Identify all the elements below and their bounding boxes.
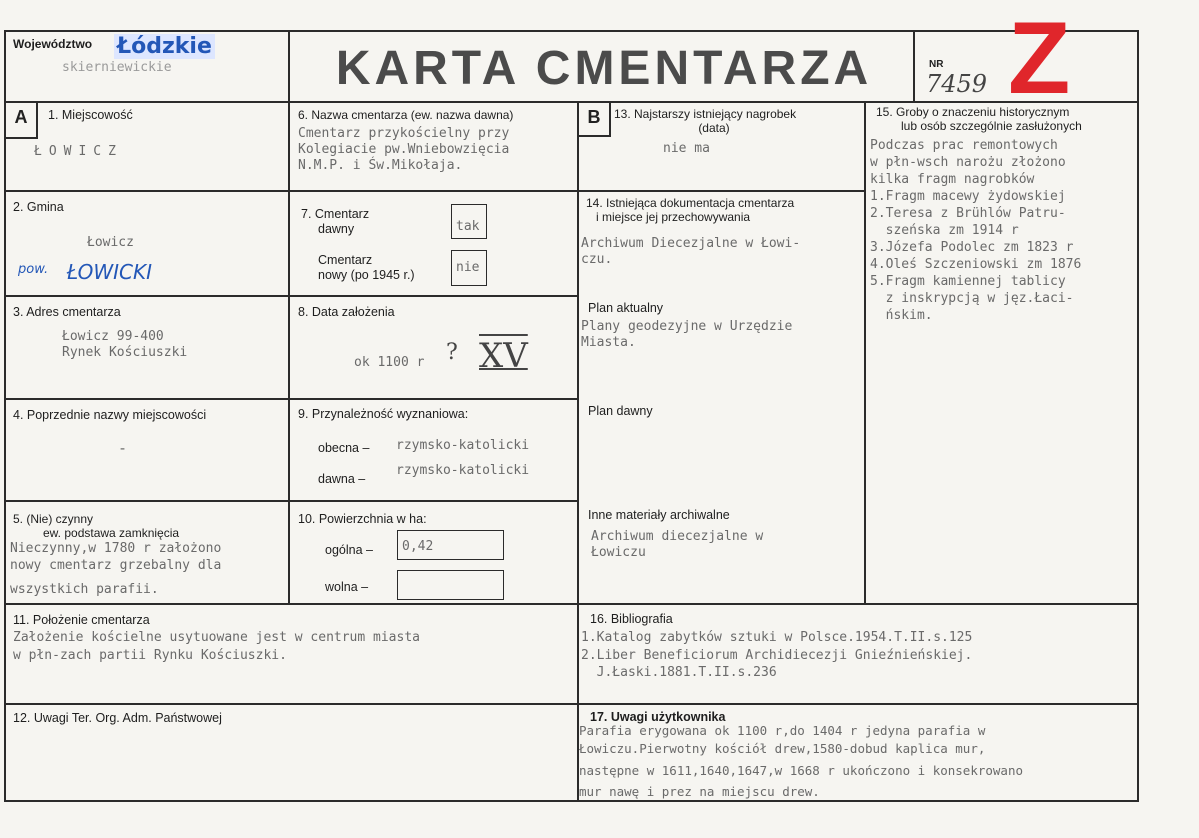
f11-line2: w płn-zach partii Rynku Kościuszki. xyxy=(13,648,287,663)
card-border-right xyxy=(1137,30,1139,801)
f10-label: 10. Powierzchnia w ha: xyxy=(298,512,427,526)
section-a-letter: A xyxy=(14,107,28,127)
f2-value: Łowicz xyxy=(87,235,134,250)
f12-label: 12. Uwagi Ter. Org. Adm. Państwowej xyxy=(13,711,222,725)
f7-nowy-label2: nowy (po 1945 r.) xyxy=(318,268,415,282)
f14-inne-line1: Archiwum diecezjalne w xyxy=(591,529,764,544)
nr-value: 7459 xyxy=(926,70,988,98)
row-divider-a1 xyxy=(4,190,578,192)
f14-plan-aktualny-label: Plan aktualny xyxy=(588,301,664,315)
z-mark: Z xyxy=(1008,1,1071,115)
f14-label2: i miejsce jej przechowywania xyxy=(596,210,751,224)
f1-value: ŁOWICZ xyxy=(34,144,123,159)
row-divider-a3 xyxy=(4,398,578,400)
f15-line: 5.Fragm kamiennej tablicy xyxy=(870,274,1066,289)
section-b-letter: B xyxy=(587,107,601,127)
wojewodztwo-typed: skierniewickie xyxy=(62,60,172,75)
f3-line1: Łowicz 99-400 xyxy=(62,329,164,344)
f2-pow-value: ŁOWICKI xyxy=(67,260,153,284)
row-divider-b1 xyxy=(577,190,865,192)
f6-line2: Kolegiacie pw.Wniebowzięcia xyxy=(298,142,510,157)
f11-label: 11. Położenie cmentarza xyxy=(13,613,150,627)
col-divider-1 xyxy=(288,30,290,604)
f14-plan-aktualny-line2: Miasta. xyxy=(581,335,636,350)
f7-dawny-label: dawny xyxy=(318,222,355,236)
f16-line2: 2.Liber Beneficiorum Archidiecezji Gnieźnieńskiej. xyxy=(581,648,973,663)
f8-handwritten: XV xyxy=(479,336,528,376)
f14-plan-dawny-label: Plan dawny xyxy=(588,404,653,418)
f10-ogolna-value: 0,42 xyxy=(402,539,434,554)
f9-dawna-value: rzymsko-katolicki xyxy=(396,463,530,478)
f15-line: szeńska zm 1914 r xyxy=(870,223,1019,238)
f17-line4: mur nawę i prez na miejscu drew. xyxy=(579,784,820,799)
f7-dawny-value: tak xyxy=(456,219,480,234)
f15-line: ńskim. xyxy=(870,308,933,323)
header-divider xyxy=(4,101,1138,103)
f15-label2: lub osób szczególnie zasłużonych xyxy=(901,119,1082,133)
f15-line: Podczas prac remontowych xyxy=(870,138,1058,153)
nr-divider-left xyxy=(913,30,915,102)
f14-line1: Archiwum Diecezjalne w Łowi- xyxy=(581,236,801,251)
f10-ogolna-label: ogólna – xyxy=(325,543,373,557)
f5-line3: wszystkich parafii. xyxy=(10,582,159,597)
f17-label: 17. Uwagi użytkownika xyxy=(590,710,726,724)
f5-line2: nowy cmentarz grzebalny dla xyxy=(10,558,222,573)
row-divider-a4 xyxy=(4,500,578,502)
f15-line: 2.Teresa z Brühlów Patru- xyxy=(870,206,1066,221)
f16-line3: J.Łaski.1881.T.II.s.236 xyxy=(581,665,777,680)
nr-label: NR xyxy=(929,59,944,70)
f7-label: 7. Cmentarz xyxy=(301,207,370,221)
row-divider-a2 xyxy=(4,295,578,297)
f15-line: kilka fragm nagrobków xyxy=(870,172,1035,187)
f8-value: ok 1100 r xyxy=(354,355,425,370)
f14-inne-label: Inne materiały archiwalne xyxy=(588,508,730,522)
card-title: KARTA CMENTARZA xyxy=(335,42,873,95)
f15-label1: 15. Groby o znaczeniu historycznym xyxy=(876,105,1070,119)
wojewodztwo-handwritten: Łódzkie xyxy=(114,34,215,59)
f17-line3: następne w 1611,1640,1647,w 1668 r ukończono i konsekrowano xyxy=(579,763,1024,778)
f14-inne-line2: Łowiczu xyxy=(591,545,646,560)
f7-nowy-label1: Cmentarz xyxy=(318,253,373,267)
wojewodztwo-label: Województwo xyxy=(13,37,93,51)
f6-line1: Cmentarz przykościelny przy xyxy=(298,126,510,141)
f8-question-mark: ? xyxy=(446,340,458,365)
f3-label: 3. Adres cmentarza xyxy=(13,305,121,319)
f9-label: 9. Przynależność wyznaniowa: xyxy=(298,407,469,421)
f16-line1: 1.Katalog zabytków sztuki w Polsce.1954.T.II.s.125 xyxy=(581,630,973,645)
f14-line2: czu. xyxy=(581,252,613,267)
row-divider-main xyxy=(4,603,1138,605)
f2-label: 2. Gmina xyxy=(13,200,64,214)
f4-value: - xyxy=(118,439,128,457)
col-divider-3 xyxy=(864,101,866,604)
f3-line2: Rynek Kościuszki xyxy=(62,345,188,360)
f17-line1: Parafia erygowana ok 1100 r,do 1404 r jedyna parafia w xyxy=(579,723,986,738)
f1-label: 1. Miejscowość xyxy=(48,108,133,122)
f14-label1: 14. Istniejąca dokumentacja cmentarza xyxy=(586,196,795,210)
card-border-left xyxy=(4,30,6,801)
f4-label: 4. Poprzednie nazwy miejscowości xyxy=(13,408,207,422)
f15-line: 1.Fragm macewy żydowskiej xyxy=(870,189,1066,204)
f15-line: w płn-wsch narożu złożono xyxy=(870,155,1066,170)
f2-pow-prefix: pow. xyxy=(18,262,49,277)
f13-value: nie ma xyxy=(663,141,710,156)
f9-obecna-label: obecna – xyxy=(318,441,370,455)
f8-label: 8. Data założenia xyxy=(298,305,395,319)
f9-obecna-value: rzymsko-katolicki xyxy=(396,438,530,453)
f5-label2: ew. podstawa zamknięcia xyxy=(43,526,180,540)
f6-label: 6. Nazwa cmentarza (ew. nazwa dawna) xyxy=(298,108,514,122)
f6-line3: N.M.P. i Św.Mikołaja. xyxy=(298,158,463,173)
f10-wolna-label: wolna – xyxy=(325,580,369,594)
card-border-bottom xyxy=(4,800,1139,802)
f15-line: 4.Oleś Szczeniowski zm 1876 xyxy=(870,257,1082,272)
row-divider-11-12 xyxy=(4,703,1138,705)
f14-plan-aktualny-line1: Plany geodezyjne w Urzędzie xyxy=(581,319,793,334)
f15-line: 3.Józefa Podolec zm 1823 r xyxy=(870,240,1074,255)
f5-label1: 5. (Nie) czynny xyxy=(13,512,94,526)
f17-line2: Łowiczu.Pierwotny kościół drew,1580-dobud kaplica mur, xyxy=(579,741,986,756)
f16-label: 16. Bibliografia xyxy=(590,612,673,626)
f15-line: z inskrypcją w jęz.Łaci- xyxy=(870,291,1074,306)
f5-line1: Nieczynny,w 1780 r założono xyxy=(10,541,222,556)
f10-wolna-box xyxy=(397,570,504,600)
card-border-top xyxy=(4,30,1138,32)
col-divider-2 xyxy=(577,101,579,800)
f13-label1: 13. Najstarszy istniejący nagrobek xyxy=(614,107,797,121)
f7-nowy-value: nie xyxy=(456,260,480,275)
f9-dawna-label: dawna – xyxy=(318,472,366,486)
f11-line1: Założenie kościelne usytuowane jest w centrum miasta xyxy=(13,630,420,645)
f13-label2: (data) xyxy=(698,121,730,135)
